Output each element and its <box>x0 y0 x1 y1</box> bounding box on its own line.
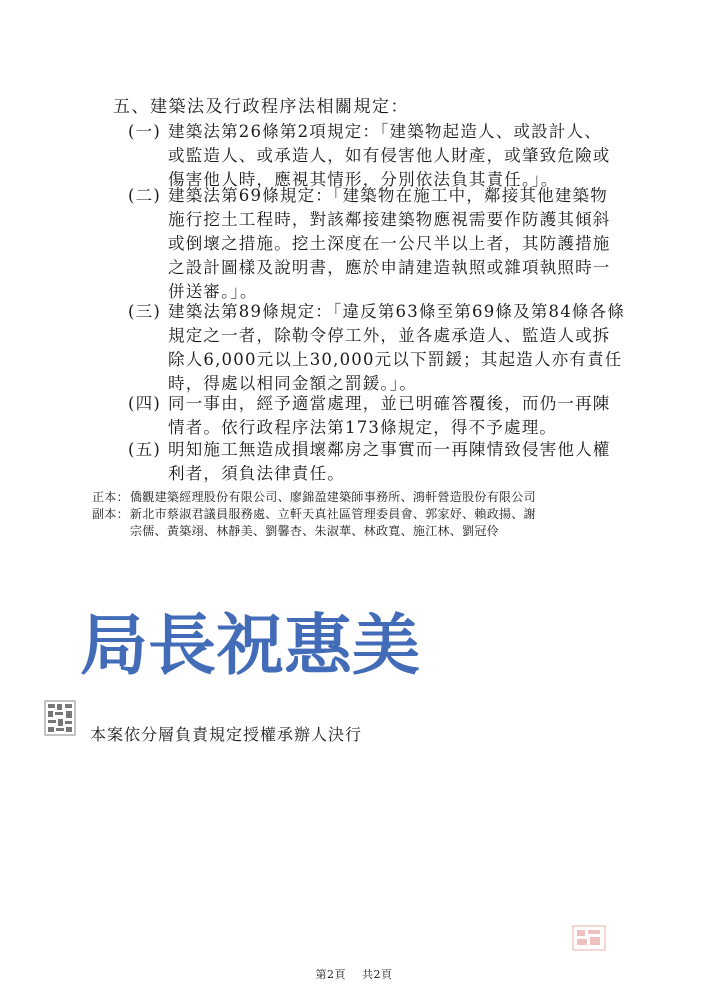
item-line: 施行挖土工程時，對該鄰接建築物應視需要作防護其傾斜 <box>168 210 611 229</box>
copy-recipients-line: 宗儒、黃築翊、林靜美、劉馨杏、朱淑華、林政寬、施江林、劉冠伶 <box>130 524 500 538</box>
section-heading: 五、建築法及行政程序法相關規定： <box>113 97 409 117</box>
item-line: 時，得處以相同金額之罰鍰。」。 <box>168 374 417 393</box>
original-recipients-text: 僑觀建築經理股份有限公司、廖錦盈建築師事務所、鴻軒營造股份有限公司 <box>130 490 536 504</box>
director-signature-stamp <box>80 600 425 690</box>
current-page: 第2頁 <box>315 968 346 981</box>
page-number <box>0 966 708 982</box>
item-line: 或監造人、或承造人，如有侵害他人財產，或肇致危險或 <box>168 146 611 165</box>
item-line: 利者，須負法律責任。 <box>168 464 345 483</box>
faint-red-seal-icon <box>572 925 606 951</box>
copy-recipients-continued <box>92 522 500 538</box>
copy-recipients-line: 新北市蔡淑君議員服務處、立軒天真社區管理委員會、郭家妤、賴政揚、謝 <box>130 507 536 521</box>
item-line: 情者。依行政程序法第173條規定，得不予處理。 <box>168 418 558 437</box>
item-number: (五) <box>128 440 161 459</box>
original-recipients <box>92 488 536 505</box>
item-line: 或倒壞之措施。挖土深度在一公尺半以上者，其防護措施 <box>168 234 611 253</box>
item-line: 建築法第26條第2項規定：「建築物起造人、或設計人、 <box>168 122 602 141</box>
item-line: 建築法第69條規定：「建築物在施工中，鄰接其他建築物 <box>168 186 608 205</box>
item-line: 除人6,000元以上30,000元以下罰鍰；其起造人亦有責任 <box>168 350 623 369</box>
signature-text: 局長祝惠美 <box>80 606 420 684</box>
total-pages: 共2頁 <box>362 968 393 981</box>
item-line: 之設計圖樣及說明書，應於申請建造執照或雜項執照時一 <box>168 258 611 277</box>
item-number: (三) <box>128 302 161 321</box>
item-line: 明知施工無造成損壞鄰房之事實而一再陳情致侵害他人權 <box>168 440 611 459</box>
item-line: 建築法第89條規定：「違反第63條至第69條及第84條各條 <box>168 302 626 321</box>
copy-recipients <box>92 505 536 522</box>
official-seal-icon <box>44 700 76 736</box>
delegation-note: 本案依分層負責規定授權承辦人決行 <box>90 725 363 744</box>
item-number: (四) <box>128 394 161 413</box>
item-line: 傷害他人時，應視其情形，分別依法負其責任。」。 <box>168 170 559 189</box>
original-label: 正本： <box>92 490 129 504</box>
item-number: (二) <box>128 186 161 205</box>
copy-label: 副本： <box>92 507 129 521</box>
item-line: 併送審。」。 <box>168 282 258 301</box>
item-line: 規定之一者，除勒令停工外，並各處承造人、監造人或拆 <box>168 326 611 345</box>
item-line: 同一事由，經予適當處理，並已明確答覆後，而仍一再陳 <box>168 394 611 413</box>
item-number: (一) <box>128 122 161 141</box>
